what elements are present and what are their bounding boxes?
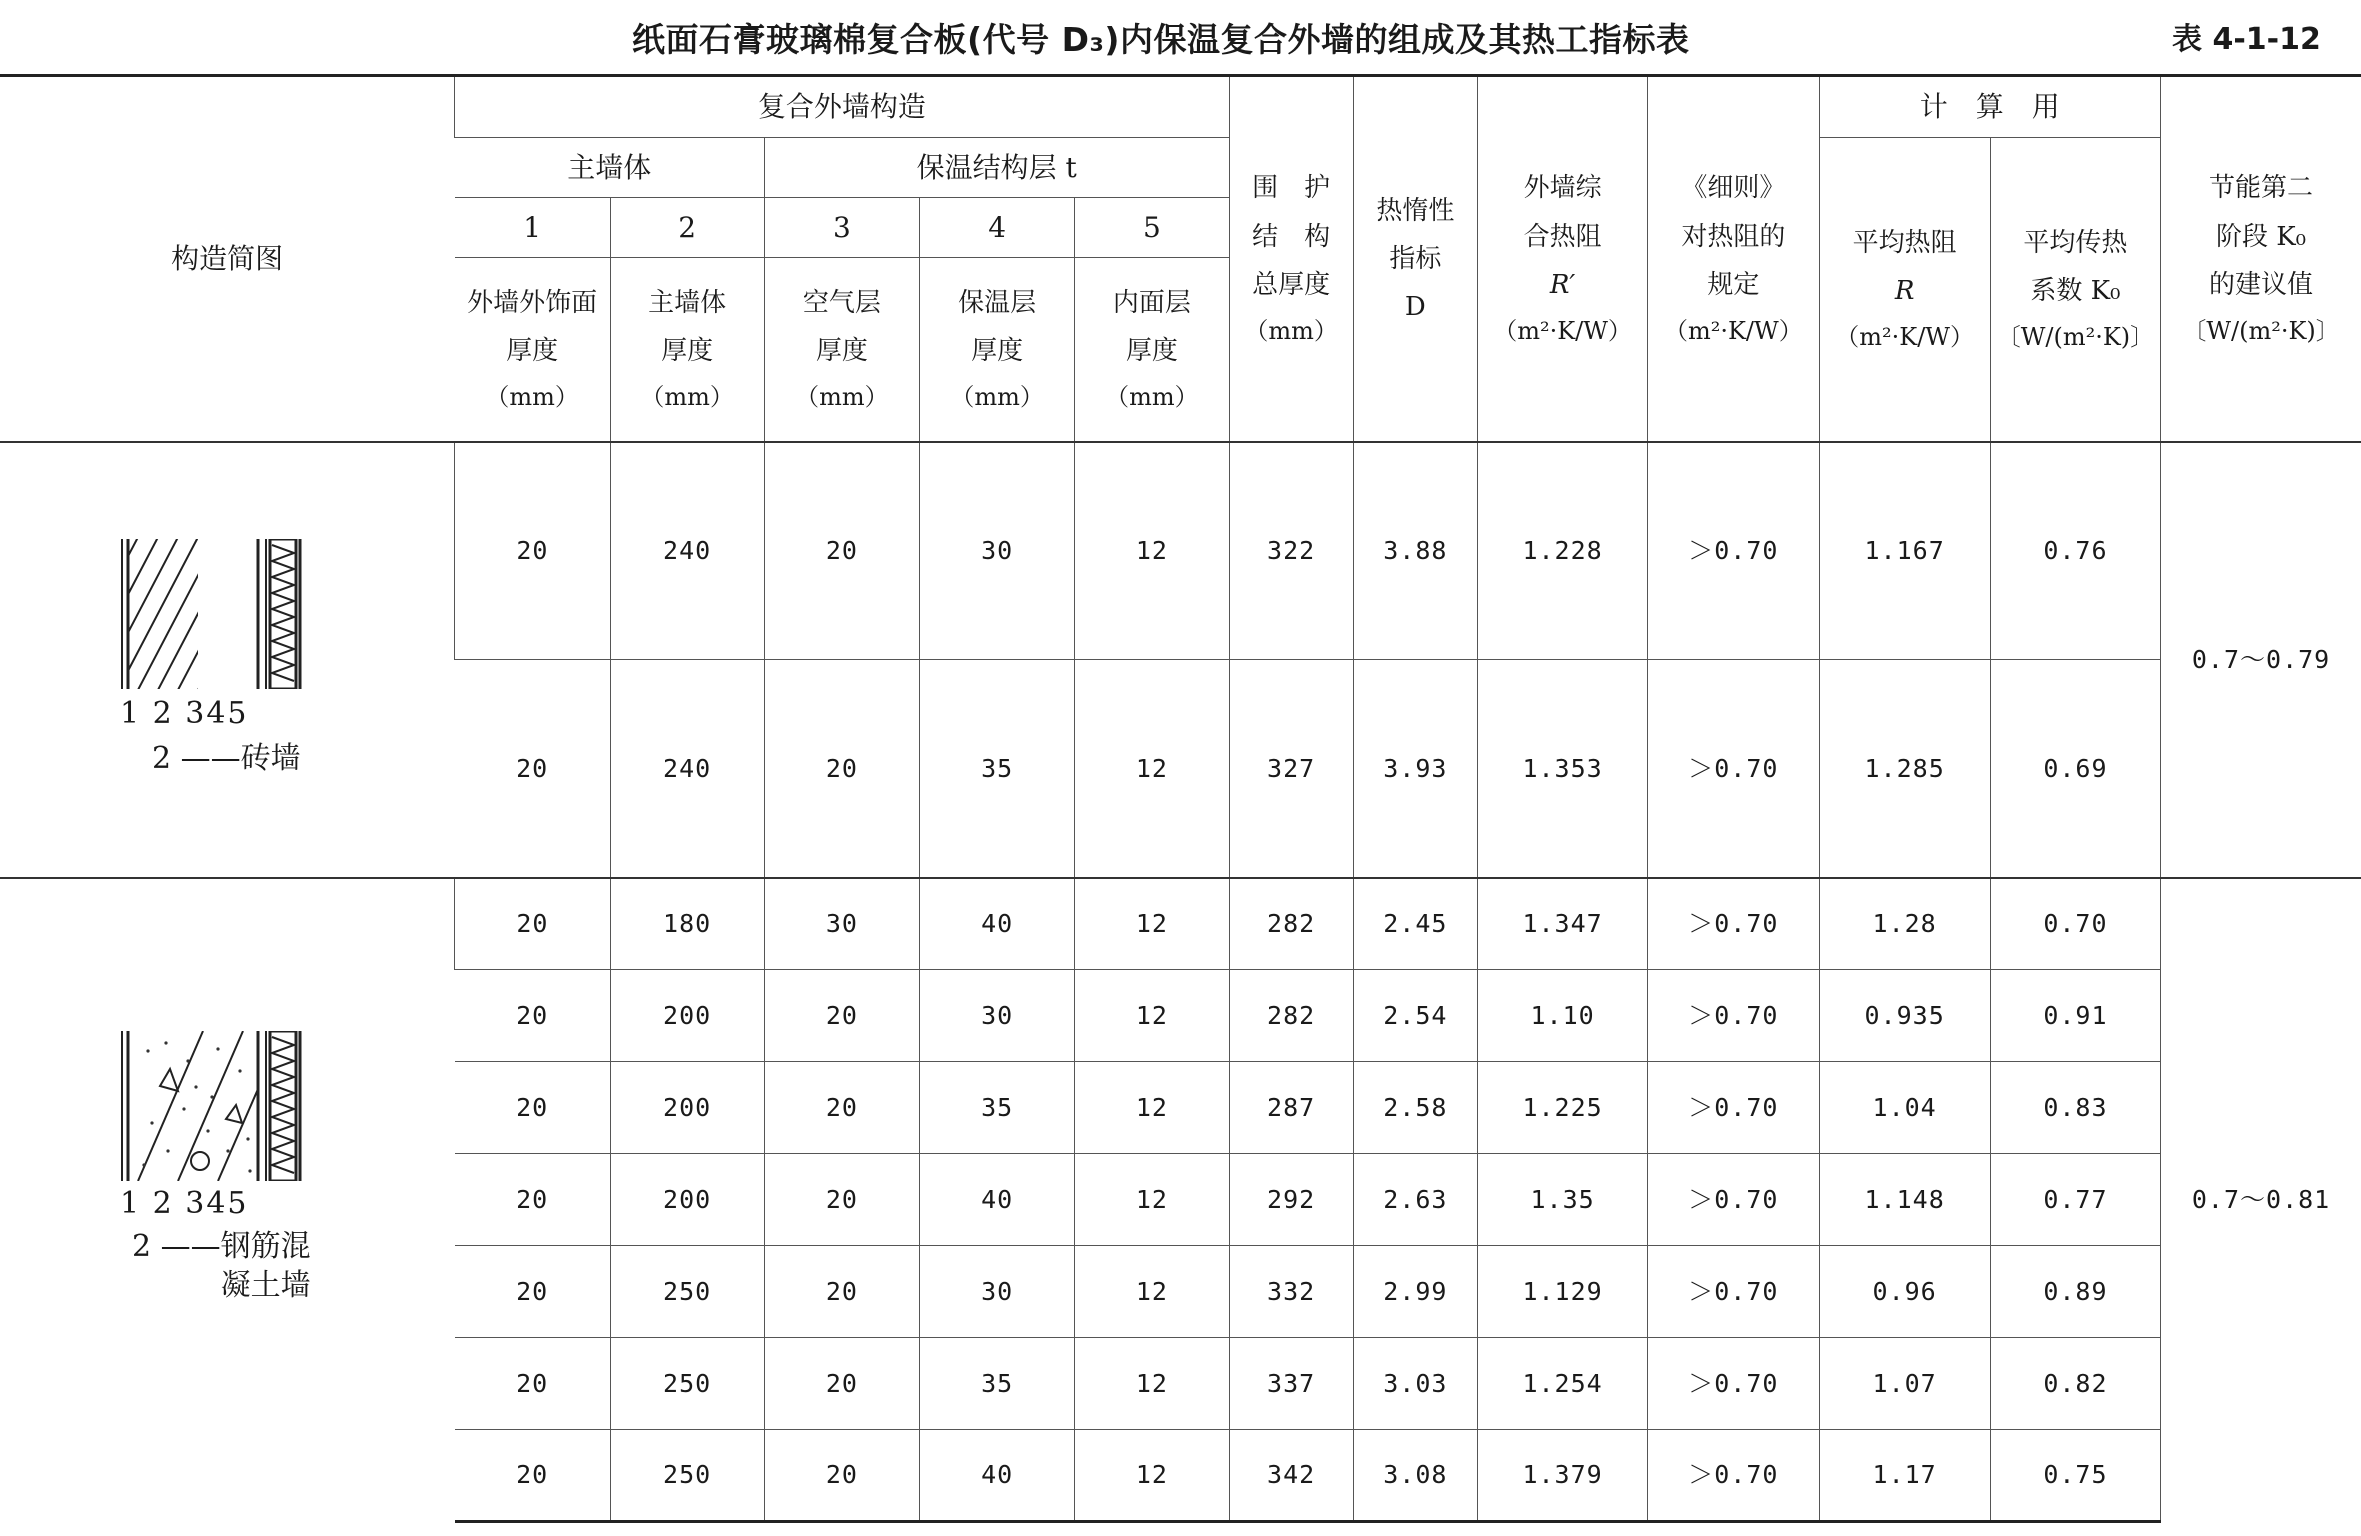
cell: 20 — [764, 1338, 919, 1430]
cell: 2.99 — [1353, 1246, 1477, 1338]
diagram-legend: 2 ——钢筋混 凝土墙 — [132, 1228, 311, 1303]
cell: ＞0.70 — [1648, 1430, 1819, 1522]
header-colnum-3: 3 — [764, 198, 919, 258]
cell: 1.379 — [1477, 1430, 1647, 1522]
cell: ＞0.70 — [1648, 1246, 1819, 1338]
header-composite: 复合外墙构造 — [455, 76, 1229, 138]
header-colnum-2: 2 — [610, 198, 764, 258]
thermal-index-table — [0, 74, 2361, 1523]
header-avg-k: 平均传热 系数 K₀ 〔W/(m²·K)〕 — [1990, 138, 2160, 442]
cell: 20 — [764, 660, 919, 878]
cell: 20 — [764, 1154, 919, 1246]
cell: 20 — [455, 1246, 610, 1338]
cell: 12 — [1075, 1246, 1229, 1338]
cell: 1.148 — [1819, 1154, 1990, 1246]
cell: 322 — [1229, 442, 1353, 660]
cell: 2.63 — [1353, 1154, 1477, 1246]
cell: 282 — [1229, 878, 1353, 970]
table-title: 纸面石膏玻璃棉复合板(代号 D₃)内保温复合外墙的组成及其热工指标表 — [632, 20, 1690, 59]
header-colnum-1: 1 — [455, 198, 610, 258]
cell: 20 — [455, 1154, 610, 1246]
cell: 0.96 — [1819, 1246, 1990, 1338]
header-avg-resistance: 平均热阻 R （m²·K/W） — [1819, 138, 1990, 442]
cell: 20 — [764, 970, 919, 1062]
cell: 1.129 — [1477, 1246, 1647, 1338]
cell: 1.225 — [1477, 1062, 1647, 1154]
table-row — [0, 878, 2361, 970]
cell: 0.76 — [1990, 442, 2160, 660]
cell: ＞0.70 — [1648, 878, 1819, 970]
header-col5: 内面层 厚度 （mm） — [1075, 258, 1229, 442]
cell: 1.254 — [1477, 1338, 1647, 1430]
cell: 287 — [1229, 1062, 1353, 1154]
cell: 3.08 — [1353, 1430, 1477, 1522]
cell: 1.347 — [1477, 878, 1647, 970]
cell: 3.93 — [1353, 660, 1477, 878]
cell: 1.35 — [1477, 1154, 1647, 1246]
suggested-k-value: 0.7～0.79 — [2161, 442, 2361, 878]
cell: 40 — [920, 1430, 1075, 1522]
cell: 12 — [1075, 1062, 1229, 1154]
cell: 0.82 — [1990, 1338, 2160, 1430]
cell: 20 — [455, 660, 610, 878]
cell: ＞0.70 — [1648, 1154, 1819, 1246]
cell: 282 — [1229, 970, 1353, 1062]
cell: 35 — [920, 660, 1075, 878]
header-insulation: 保温结构层 t — [764, 138, 1229, 198]
cell: 30 — [920, 1246, 1075, 1338]
cell: 1.07 — [1819, 1338, 1990, 1430]
cell: 0.70 — [1990, 878, 2160, 970]
cell: 240 — [610, 442, 764, 660]
diagram-brick-wall — [0, 442, 455, 878]
header-thermal-inertia: 热惰性 指标 D — [1353, 76, 1477, 442]
cell: 12 — [1075, 878, 1229, 970]
cell: 1.28 — [1819, 878, 1990, 970]
cell: 240 — [610, 660, 764, 878]
cell: 35 — [920, 1062, 1075, 1154]
cell: 20 — [455, 1338, 610, 1430]
concrete-wall-section-icon — [108, 1031, 328, 1181]
brick-wall-section-icon — [108, 539, 328, 689]
cell: 35 — [920, 1338, 1075, 1430]
diagram-layer-numbers: 1 2 345 — [120, 695, 249, 731]
cell: 342 — [1229, 1430, 1353, 1522]
cell: 250 — [610, 1246, 764, 1338]
cell: 0.89 — [1990, 1246, 2160, 1338]
header-colnum-4: 4 — [920, 198, 1075, 258]
cell: 20 — [455, 970, 610, 1062]
cell: 3.88 — [1353, 442, 1477, 660]
table-number: 表 4-1-12 — [2172, 22, 2321, 57]
cell: ＞0.70 — [1648, 970, 1819, 1062]
header-total-thickness: 围 护 结 构 总厚度 （mm） — [1229, 76, 1353, 442]
cell: 30 — [764, 878, 919, 970]
cell: 12 — [1075, 970, 1229, 1062]
cell: 2.45 — [1353, 878, 1477, 970]
cell: 20 — [455, 1062, 610, 1154]
header-col2: 主墙体 厚度 （mm） — [610, 258, 764, 442]
cell: 20 — [764, 1430, 919, 1522]
cell: 20 — [764, 1062, 919, 1154]
cell: 0.935 — [1819, 970, 1990, 1062]
cell: 1.228 — [1477, 442, 1647, 660]
diagram-legend: 2 ——砖墙 — [152, 740, 301, 776]
header-col1: 外墙外饰面 厚度 （mm） — [455, 258, 610, 442]
cell: 1.353 — [1477, 660, 1647, 878]
header-main-wall: 主墙体 — [455, 138, 765, 198]
cell: 12 — [1075, 1154, 1229, 1246]
cell: 2.58 — [1353, 1062, 1477, 1154]
cell: 12 — [1075, 660, 1229, 878]
header-composite-resistance: 外墙综 合热阻 R′ （m²·K/W） — [1477, 76, 1647, 442]
cell: ＞0.70 — [1648, 660, 1819, 878]
cell: 200 — [610, 970, 764, 1062]
cell: 0.83 — [1990, 1062, 2160, 1154]
title-bar — [0, 0, 2361, 72]
cell: 12 — [1075, 442, 1229, 660]
cell: 1.04 — [1819, 1062, 1990, 1154]
header-col4: 保温层 厚度 （mm） — [920, 258, 1075, 442]
cell: 0.75 — [1990, 1430, 2160, 1522]
cell: 30 — [920, 970, 1075, 1062]
cell: 292 — [1229, 1154, 1353, 1246]
cell: 0.77 — [1990, 1154, 2160, 1246]
header-suggested-k: 节能第二 阶段 K₀ 的建议值 〔W/(m²·K)〕 — [2161, 76, 2361, 442]
cell: 1.167 — [1819, 442, 1990, 660]
cell: ＞0.70 — [1648, 1062, 1819, 1154]
header-calc: 计 算 用 — [1819, 76, 2161, 138]
cell: 20 — [455, 878, 610, 970]
cell: 30 — [920, 442, 1075, 660]
cell: 250 — [610, 1430, 764, 1522]
header-diagram: 构造简图 — [0, 76, 455, 442]
header-col3: 空气层 厚度 （mm） — [764, 258, 919, 442]
diagram-concrete-wall — [0, 878, 455, 1522]
cell: 180 — [610, 878, 764, 970]
cell: 20 — [455, 1430, 610, 1522]
cell: 1.285 — [1819, 660, 1990, 878]
cell: 200 — [610, 1062, 764, 1154]
cell: ＞0.70 — [1648, 1338, 1819, 1430]
cell: 20 — [764, 442, 919, 660]
cell: 1.17 — [1819, 1430, 1990, 1522]
cell: 337 — [1229, 1338, 1353, 1430]
cell: 250 — [610, 1338, 764, 1430]
cell: 12 — [1075, 1430, 1229, 1522]
diagram-layer-numbers: 1 2 345 — [120, 1185, 249, 1221]
cell: 0.91 — [1990, 970, 2160, 1062]
cell: 327 — [1229, 660, 1353, 878]
table-row — [0, 442, 2361, 660]
cell: 2.54 — [1353, 970, 1477, 1062]
cell: 0.69 — [1990, 660, 2160, 878]
cell: 40 — [920, 878, 1075, 970]
cell: 40 — [920, 1154, 1075, 1246]
cell: 12 — [1075, 1338, 1229, 1430]
header-rule-resistance: 《细则》 对热阻的 规定 （m²·K/W） — [1648, 76, 1819, 442]
cell: 332 — [1229, 1246, 1353, 1338]
cell: 20 — [455, 442, 610, 660]
cell: 200 — [610, 1154, 764, 1246]
cell: 20 — [764, 1246, 919, 1338]
cell: ＞0.70 — [1648, 442, 1819, 660]
header-colnum-5: 5 — [1075, 198, 1229, 258]
cell: 3.03 — [1353, 1338, 1477, 1430]
cell: 1.10 — [1477, 970, 1647, 1062]
suggested-k-value: 0.7～0.81 — [2161, 878, 2361, 1522]
